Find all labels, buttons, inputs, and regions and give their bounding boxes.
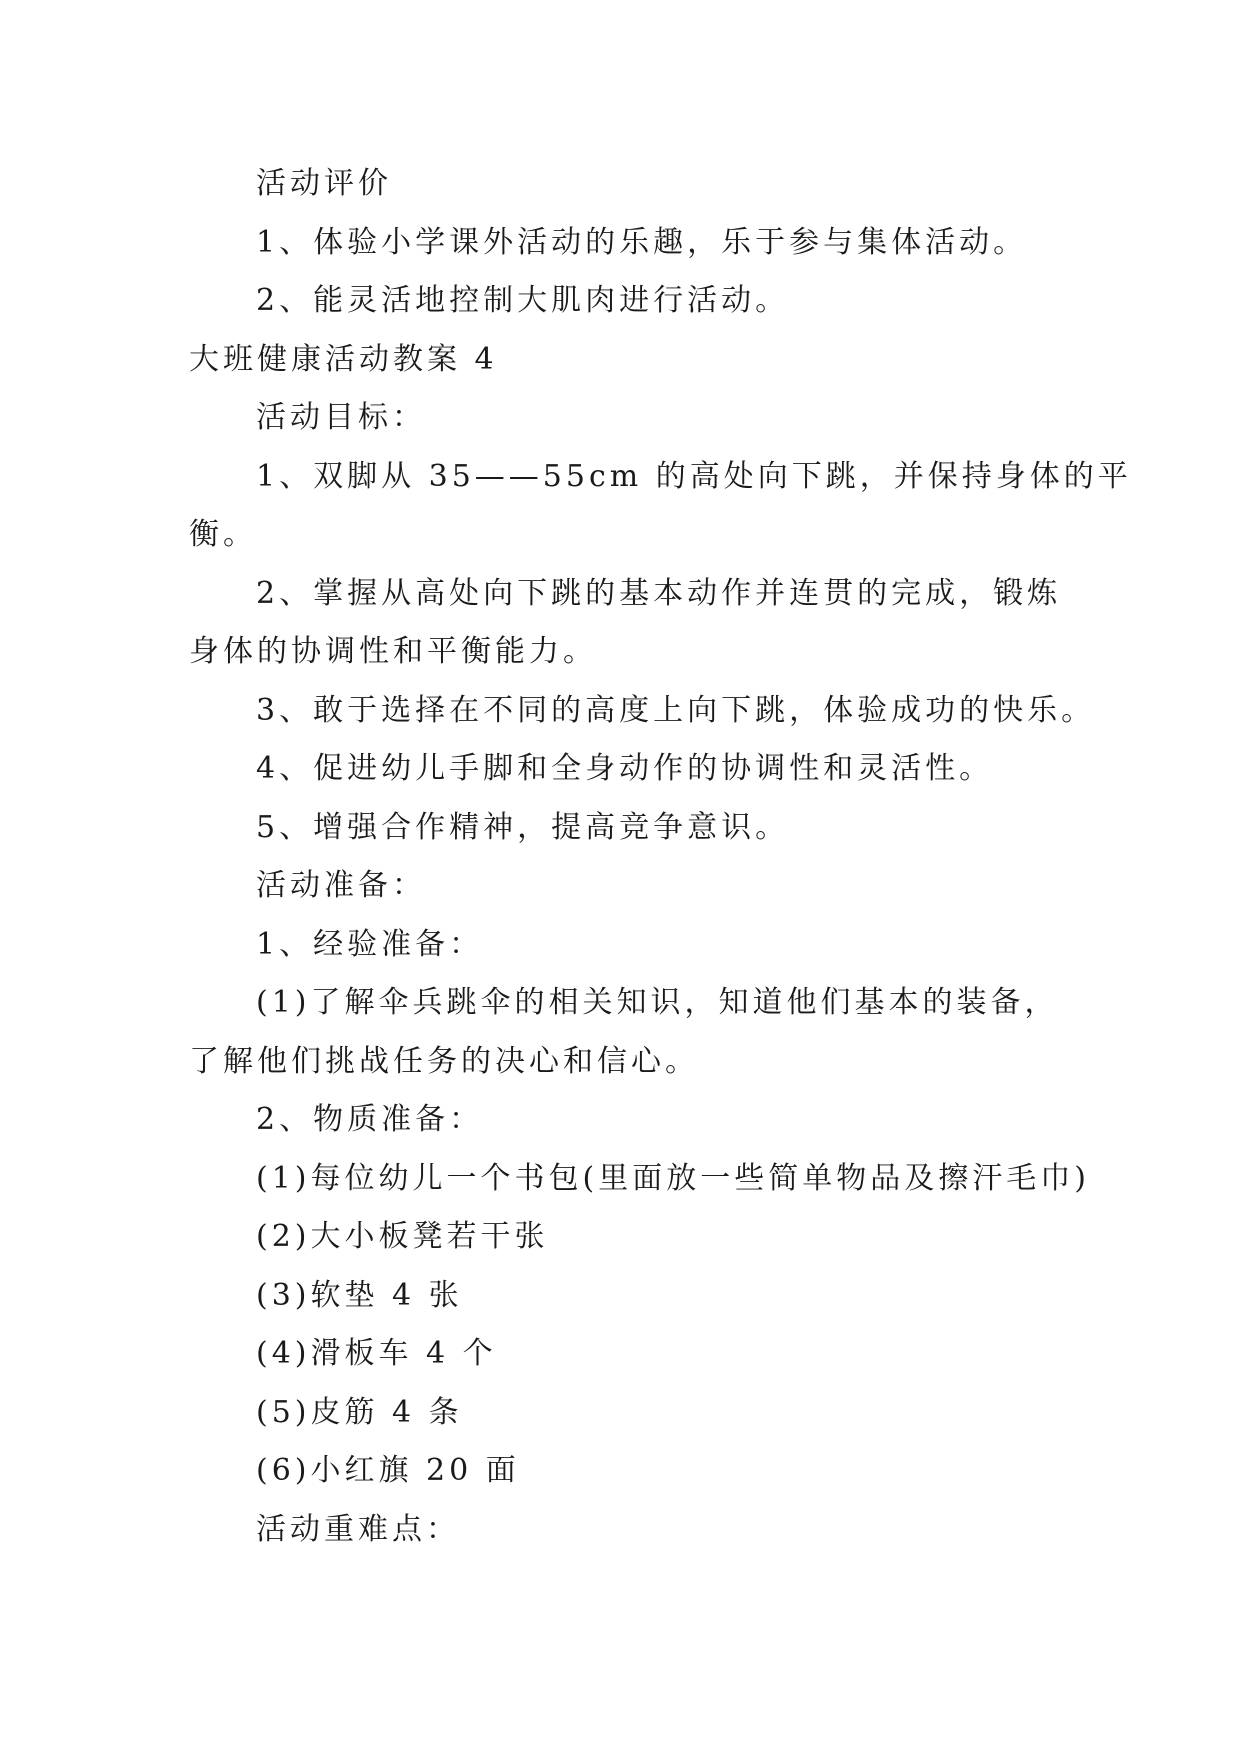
- paragraph-line: 1、体验小学课外活动的乐趣，乐于参与集体活动。: [256, 225, 1028, 260]
- paragraph-line: 了解他们挑战任务的决心和信心。: [189, 1044, 699, 1079]
- list-item: (5)皮筋 4 条: [256, 1395, 463, 1430]
- paragraph-line: (1)了解伞兵跳伞的相关知识，知道他们基本的装备，: [256, 985, 1059, 1020]
- paragraph-line: 2、掌握从高处向下跳的基本动作并连贯的完成，锻炼: [256, 576, 1062, 611]
- paragraph-line: 1、经验准备：: [256, 927, 484, 962]
- lesson-title: 大班健康活动教案 4: [189, 342, 498, 377]
- section-heading-preparation: 活动准备：: [256, 868, 426, 903]
- paragraph-line: 衡。: [189, 517, 257, 552]
- section-heading-goals: 活动目标：: [256, 400, 426, 435]
- section-heading-evaluation: 活动评价: [256, 166, 392, 201]
- list-item: (2)大小板凳若干张: [256, 1219, 549, 1254]
- list-item: (4)滑板车 4 个: [256, 1336, 497, 1371]
- list-item: (3)软垫 4 张: [256, 1278, 463, 1313]
- paragraph-line: 3、敢于选择在不同的高度上向下跳，体验成功的快乐。: [256, 693, 1096, 728]
- paragraph-line: 4、促进幼儿手脚和全身动作的协调性和灵活性。: [256, 751, 994, 786]
- paragraph-line: 2、物质准备：: [256, 1102, 484, 1137]
- list-item: (1)每位幼儿一个书包(里面放一些简单物品及擦汗毛巾): [256, 1161, 1090, 1196]
- list-item: (6)小红旗 20 面: [256, 1453, 520, 1488]
- paragraph-line: 2、能灵活地控制大肌肉进行活动。: [256, 283, 790, 318]
- paragraph-line: 1、双脚从 35——55cm 的高处向下跳，并保持身体的平: [256, 459, 1132, 494]
- paragraph-line: 身体的协调性和平衡能力。: [189, 634, 597, 669]
- paragraph-line: 5、增强合作精神，提高竞争意识。: [256, 810, 790, 845]
- section-heading-key-points: 活动重难点：: [256, 1512, 460, 1547]
